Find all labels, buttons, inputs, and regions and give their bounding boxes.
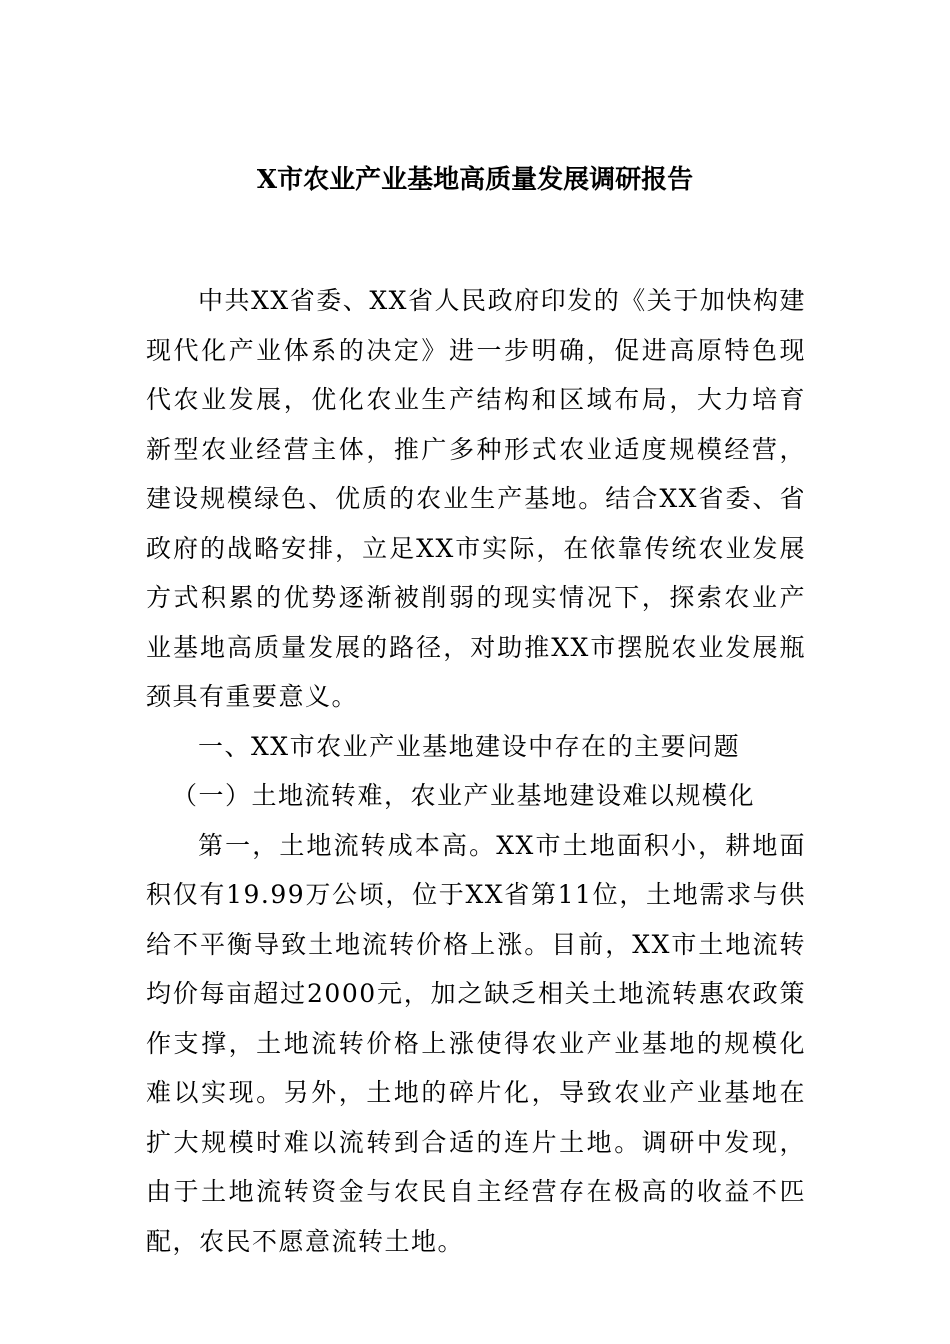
- intro-paragraph: 中共XX省委、XX省人民政府印发的《关于加快构建现代化产业体系的决定》进一步明确，促进高原特色现代农业发展，优化农业生产结构和区域布局，大力培育新型农业经营主体，推广多种形式农业适度规模经营，建设规模绿色、优质的农业生产基地。结合XX省委、省政府的战略安排，立足XX市实际，在依靠传统农业发展方式积累的优势逐渐被削弱的现实情况下，探索农业产业基地高质量发展的路径，对助推XX市摆脱农业发展瓶颈具有重要意义。: [146, 286, 806, 711]
- document-body: [146, 276, 806, 1266]
- document-title: X市农业产业基地高质量发展调研报告: [256, 165, 694, 195]
- body-paragraph: 第一，土地流转成本高。XX市土地面积小，耕地面积仅有19.99万公顷，位于XX省第11位，土地需求与供给不平衡导致土地流转价格上涨。目前，XX市土地流转均价每亩超过2000元，加之缺乏相关土地流转惠农政策作支撑，土地流转价格上涨使得农业产业基地的规模化难以实现。另外，土地的碎片化，导致农业产业基地在扩大规模时难以流转到合适的连片土地。调研中发现，由于土地流转资金与农民自主经营存在极高的收益不匹配，农民不愿意流转土地。: [146, 830, 806, 1256]
- subsection-heading: （一）土地流转难，农业产业基地建设难以规模化: [172, 781, 756, 810]
- section-heading: 一、XX市农业产业基地建设中存在的主要问题: [198, 731, 741, 761]
